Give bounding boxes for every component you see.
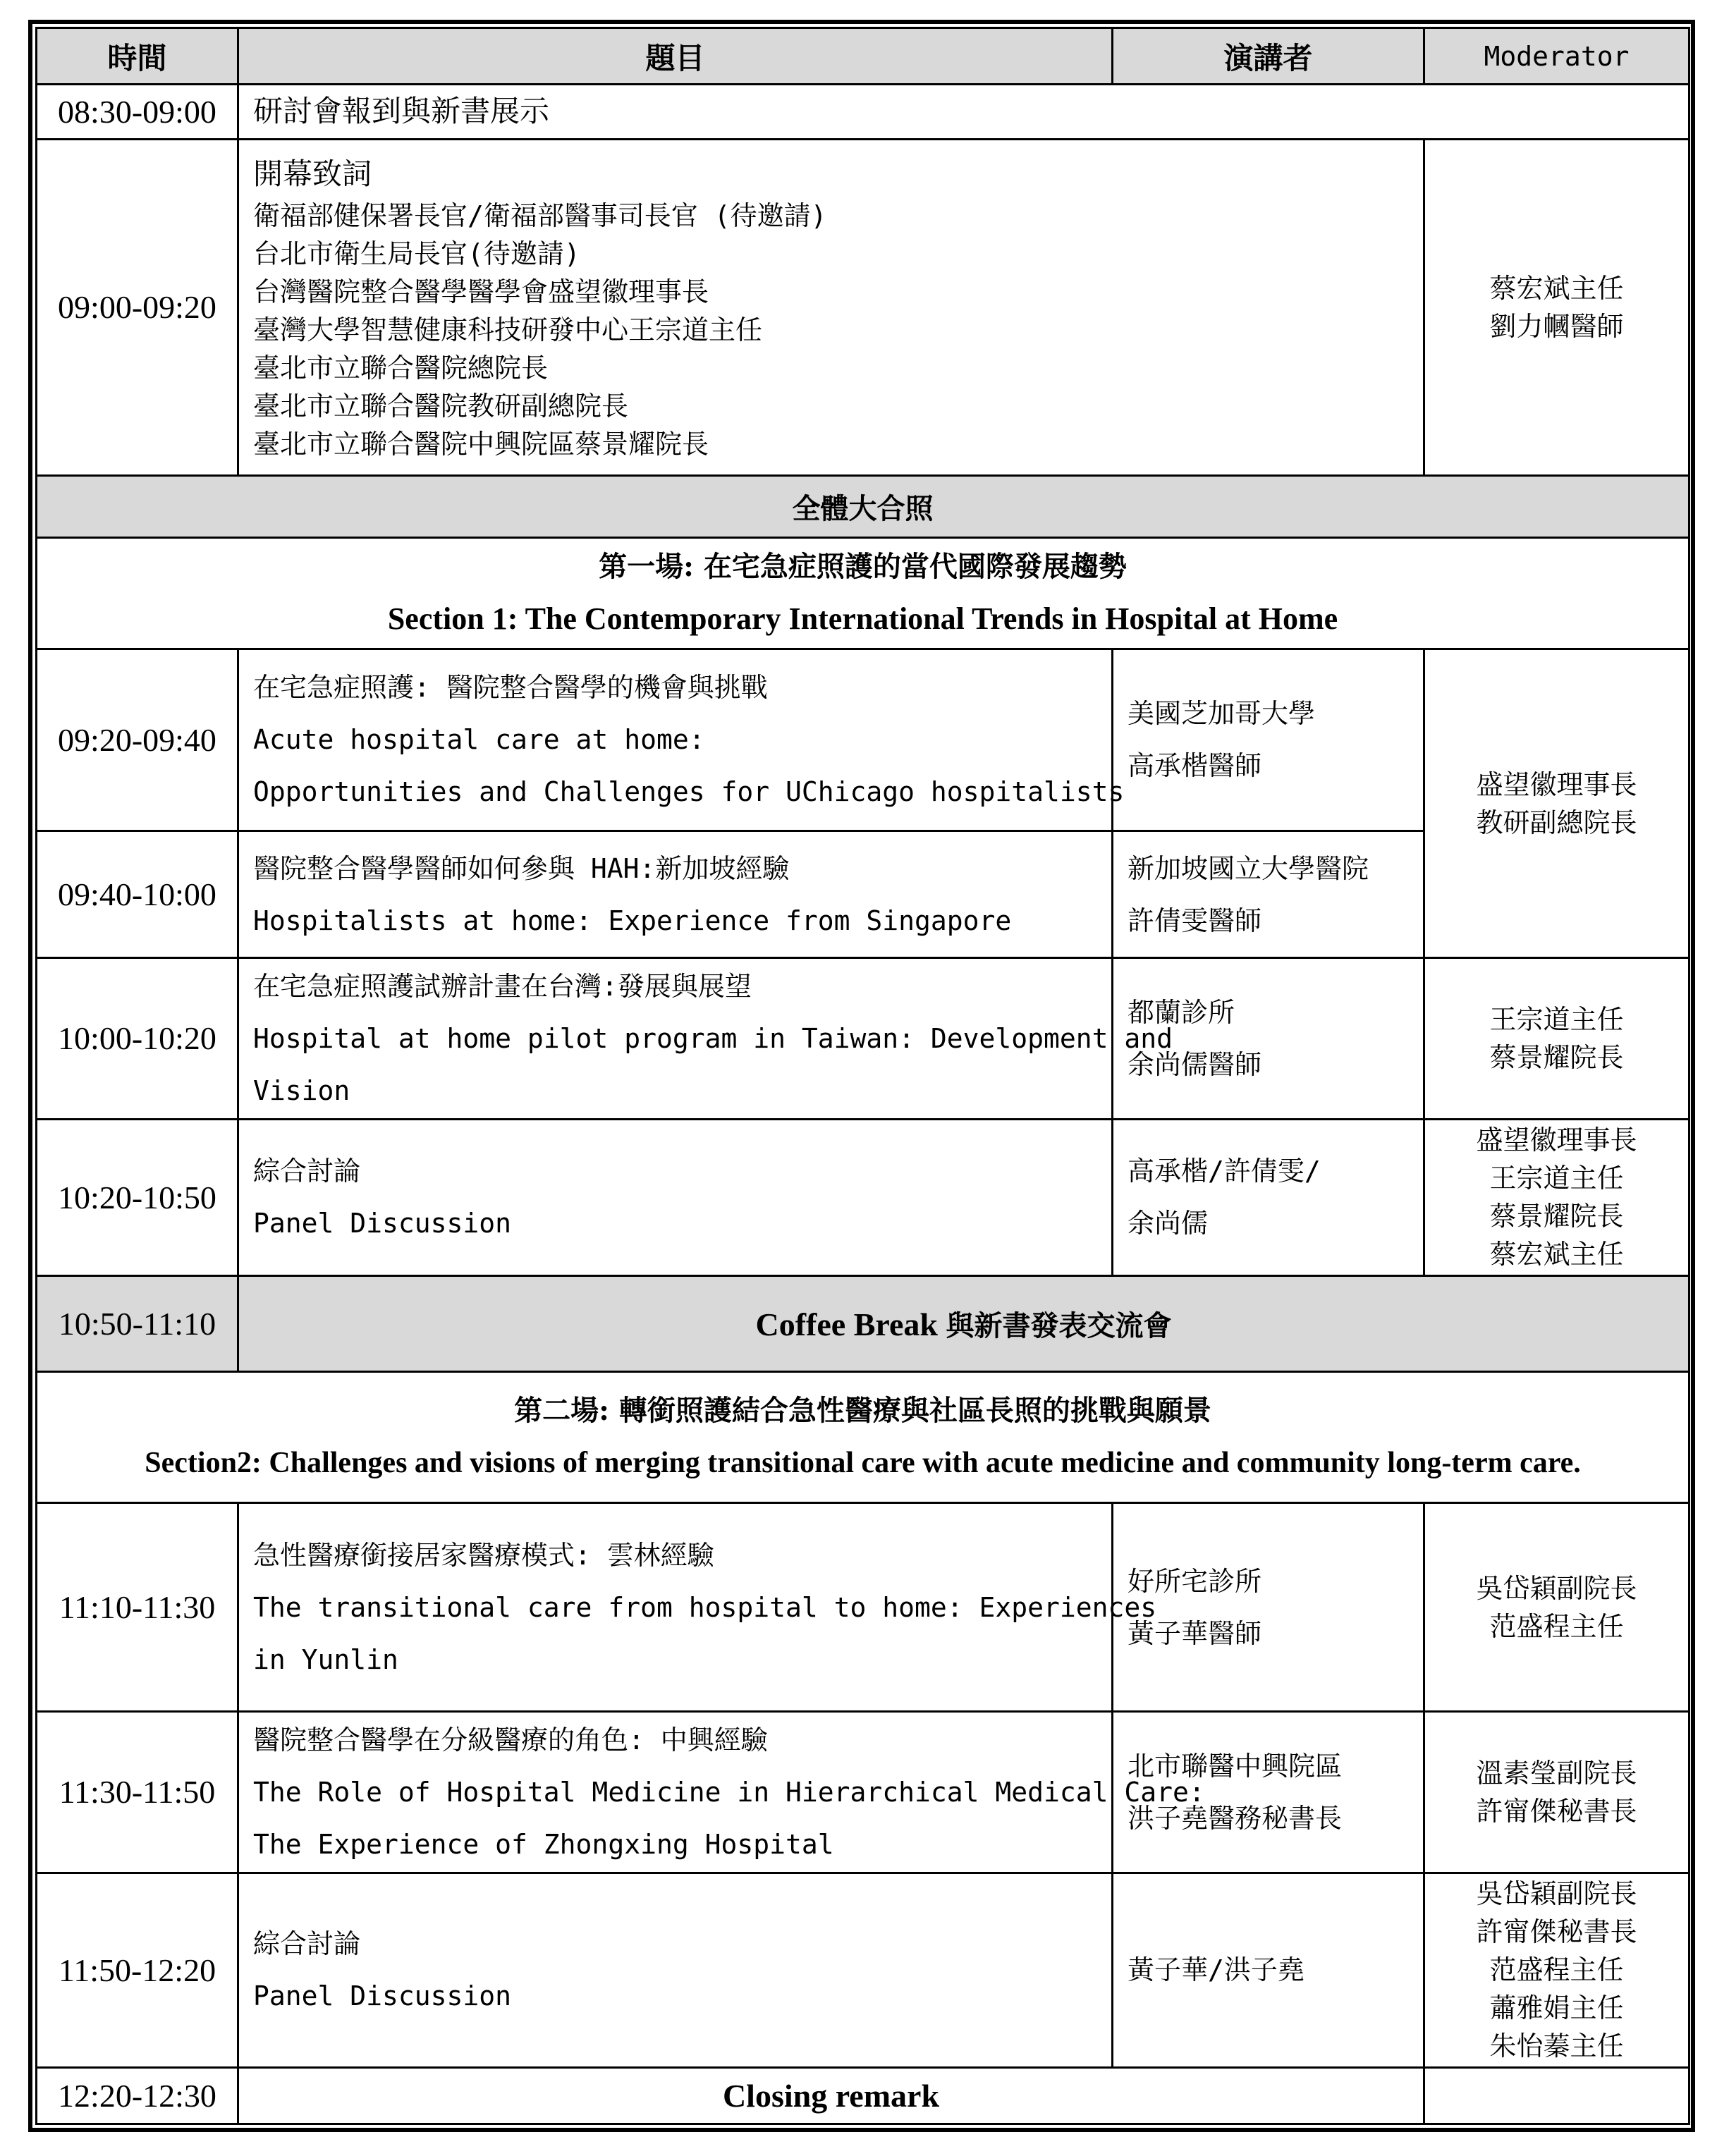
speaker-line: 高承楷/許倩雯/ [1128, 1156, 1321, 1187]
topic-line: Panel Discussion [253, 1980, 512, 2012]
topic-line: 在宅急症照護試辦計畫在台灣:發展與展望 [253, 970, 752, 1002]
session-speaker [1113, 1503, 1424, 1712]
session-row [37, 1503, 1689, 1712]
session-time: 11:10-11:30 [37, 1503, 238, 1712]
speaker-line: 高承楷醫師 [1128, 750, 1262, 782]
speaker-line: 余尚儒 [1128, 1208, 1209, 1239]
moderator-name: 盛望徽理事長 [1476, 1125, 1637, 1156]
session-speaker [1113, 1712, 1424, 1873]
moderator-name: 范盛程主任 [1489, 1954, 1624, 1986]
speaker-line: 好所宅診所 [1128, 1565, 1262, 1597]
coffee-label [238, 1275, 1689, 1371]
agenda-table [35, 27, 1690, 2125]
session-topic [238, 1712, 1205, 1873]
session-moderators [1424, 1712, 1689, 1873]
opening-line: 臺北市立聯合醫院中興院區蔡景耀院長 [253, 428, 709, 460]
speaker-line: 洪子堯醫務秘書長 [1128, 1802, 1343, 1834]
speaker-line: 余尚儒醫師 [1128, 1048, 1262, 1080]
moderator-name: 教研副總院長 [1476, 807, 1637, 838]
session-moderators [1424, 958, 1689, 1119]
topic-line: Vision [253, 1074, 350, 1106]
session-row [37, 1119, 1689, 1275]
topic-line: 醫院整合醫學醫師如何參與 HAH:新加坡經驗 [253, 852, 790, 884]
session-moderators [1424, 649, 1689, 957]
session-time: 10:20-10:50 [37, 1119, 238, 1275]
moderator-name: 朱怡蓁主任 [1489, 2031, 1624, 2062]
moderator-name: 盛望徽理事長 [1476, 768, 1637, 800]
session-row [37, 958, 1689, 1119]
section1-title-en: Section 1: The Contemporary International Trends in Hospital at Home [387, 601, 1338, 637]
session-moderators [1424, 1503, 1689, 1712]
section2-title-en: Section2: Challenges and visions of merging transitional care with acute medicine and community long-term care. [145, 1447, 1581, 1480]
registration-row [37, 85, 1689, 140]
group-photo-row [37, 475, 1689, 537]
moderator-name: 范盛程主任 [1489, 1610, 1624, 1642]
session-time: 09:20-09:40 [37, 649, 238, 831]
moderator-name: 蕭雅娟主任 [1489, 1992, 1624, 2024]
opening-line: 台灣醫院整合醫學醫學會盛望徽理事長 [253, 276, 709, 307]
topic-line: 醫院整合醫學在分級醫療的角色: 中興經驗 [253, 1724, 768, 1756]
session-row [37, 1712, 1689, 1873]
session-topic [238, 1503, 1157, 1712]
closing-time: 12:20-12:30 [37, 2067, 238, 2124]
moderator-name: 蔡景耀院長 [1489, 1041, 1624, 1073]
opening-moderators [1424, 140, 1689, 475]
group-photo-label: 全體大合照 [37, 475, 1689, 537]
topic-line: The transitional care from hospital to home: Experiences [253, 1591, 1157, 1623]
session-moderators [1424, 1119, 1689, 1275]
speaker-line: 都蘭診所 [1128, 996, 1235, 1028]
section1-header [37, 537, 1689, 649]
session-speaker [1113, 1873, 1424, 2067]
speaker-line: 黃子華醫師 [1128, 1617, 1262, 1649]
session-topic [238, 958, 1173, 1119]
header-time: 時間 [37, 28, 238, 85]
section2-header [37, 1371, 1689, 1502]
speaker-line: 許倩雯醫師 [1128, 905, 1262, 936]
closing-moderator-empty [1424, 2067, 1689, 2124]
header-moderator: Moderator [1424, 28, 1689, 85]
moderator-name: 劉力幗醫師 [1489, 310, 1624, 342]
header-row [37, 28, 1689, 85]
opening-line: 衛福部健保署長官/衛福部醫事司長官 (待邀請) [253, 200, 827, 231]
moderator-name: 蔡宏斌主任 [1489, 272, 1624, 304]
topic-line: Hospital at home pilot program in Taiwan: Development and [253, 1022, 1173, 1054]
moderator-name: 許甯傑秘書長 [1476, 1795, 1637, 1827]
header-speaker: 演講者 [1113, 28, 1424, 85]
session-time: 11:30-11:50 [37, 1712, 238, 1873]
session-time: 09:40-10:00 [37, 831, 238, 958]
moderator-name: 王宗道主任 [1489, 1163, 1624, 1194]
moderator-name: 蔡景耀院長 [1489, 1201, 1624, 1232]
speaker-line: 黃子華/洪子堯 [1128, 1954, 1304, 1986]
session-topic [238, 649, 1125, 831]
closing-label: Closing remark [238, 2067, 1424, 2124]
session-speaker [1113, 958, 1424, 1119]
topic-line: in Yunlin [253, 1643, 398, 1675]
session-row [37, 1873, 1689, 2067]
moderator-name: 王宗道主任 [1489, 1003, 1624, 1035]
closing-row [37, 2067, 1689, 2124]
session-speaker [1113, 831, 1424, 958]
section1-title-zh: 第一場: 在宅急症照護的當代國際發展趨勢 [599, 550, 1127, 584]
session-time: 10:00-10:20 [37, 958, 238, 1119]
moderator-name: 溫素瑩副院長 [1476, 1757, 1637, 1789]
speaker-line: 美國芝加哥大學 [1128, 698, 1316, 730]
session-moderators [1424, 1873, 1689, 2067]
session-row [37, 649, 1689, 831]
opening-line: 臺灣大學智慧健康科技研發中心王宗道主任 [253, 314, 763, 345]
moderator-name: 蔡宏斌主任 [1489, 1239, 1624, 1270]
topic-line: The Role of Hospital Medicine in Hierarchical Medical Care: [253, 1776, 1205, 1808]
topic-line: Acute hospital care at home: [253, 724, 705, 756]
opening-title: 開幕致詞 [253, 156, 372, 191]
opening-line: 臺北市立聯合醫院總院長 [253, 352, 549, 384]
header-topic: 題目 [238, 28, 1113, 85]
coffee-label-en: Coffee Break [755, 1306, 938, 1342]
session-speaker [1113, 1119, 1424, 1275]
speaker-line: 北市聯醫中興院區 [1128, 1750, 1343, 1782]
section2-title-zh: 第二場: 轉銜照護結合急性醫療與社區長照的挑戰與願景 [514, 1394, 1211, 1428]
session-topic [238, 1873, 1113, 2067]
agenda-frame [28, 20, 1695, 2132]
session-speaker [1113, 649, 1424, 831]
moderator-name: 吳岱穎副院長 [1476, 1878, 1637, 1910]
registration-topic: 研討會報到與新書展示 [253, 93, 550, 128]
topic-line: Opportunities and Challenges for UChicago hospitalists [253, 776, 1125, 808]
opening-topic [238, 140, 1424, 475]
coffee-time: 10:50-11:10 [37, 1275, 238, 1371]
topic-line: 綜合討論 [253, 1156, 361, 1187]
moderator-name: 吳岱穎副院長 [1476, 1572, 1637, 1604]
coffee-label-zh: 與新書發表交流會 [946, 1309, 1172, 1342]
topic-line: Panel Discussion [253, 1208, 512, 1239]
coffee-break-row [37, 1275, 1689, 1371]
topic-line: Hospitalists at home: Experience from Singapore [253, 905, 1012, 936]
opening-line: 台北市衛生局長官(待邀請) [253, 238, 580, 269]
session-topic [238, 1119, 1113, 1275]
opening-row [37, 140, 1689, 475]
opening-line: 臺北市立聯合醫院教研副總院長 [253, 390, 629, 422]
session-time: 11:50-12:20 [37, 1873, 238, 2067]
topic-line: 綜合討論 [253, 1928, 361, 1960]
speaker-line: 新加坡國立大學醫院 [1128, 852, 1369, 884]
topic-line: 急性醫療銜接居家醫療模式: 雲林經驗 [253, 1539, 714, 1571]
topic-line: 在宅急症照護: 醫院整合醫學的機會與挑戰 [253, 672, 768, 704]
registration-time: 08:30-09:00 [37, 85, 238, 140]
topic-line: The Experience of Zhongxing Hospital [253, 1828, 834, 1860]
moderator-name: 許甯傑秘書長 [1476, 1916, 1637, 1948]
opening-time: 09:00-09:20 [37, 140, 238, 475]
session-topic [238, 831, 1113, 958]
